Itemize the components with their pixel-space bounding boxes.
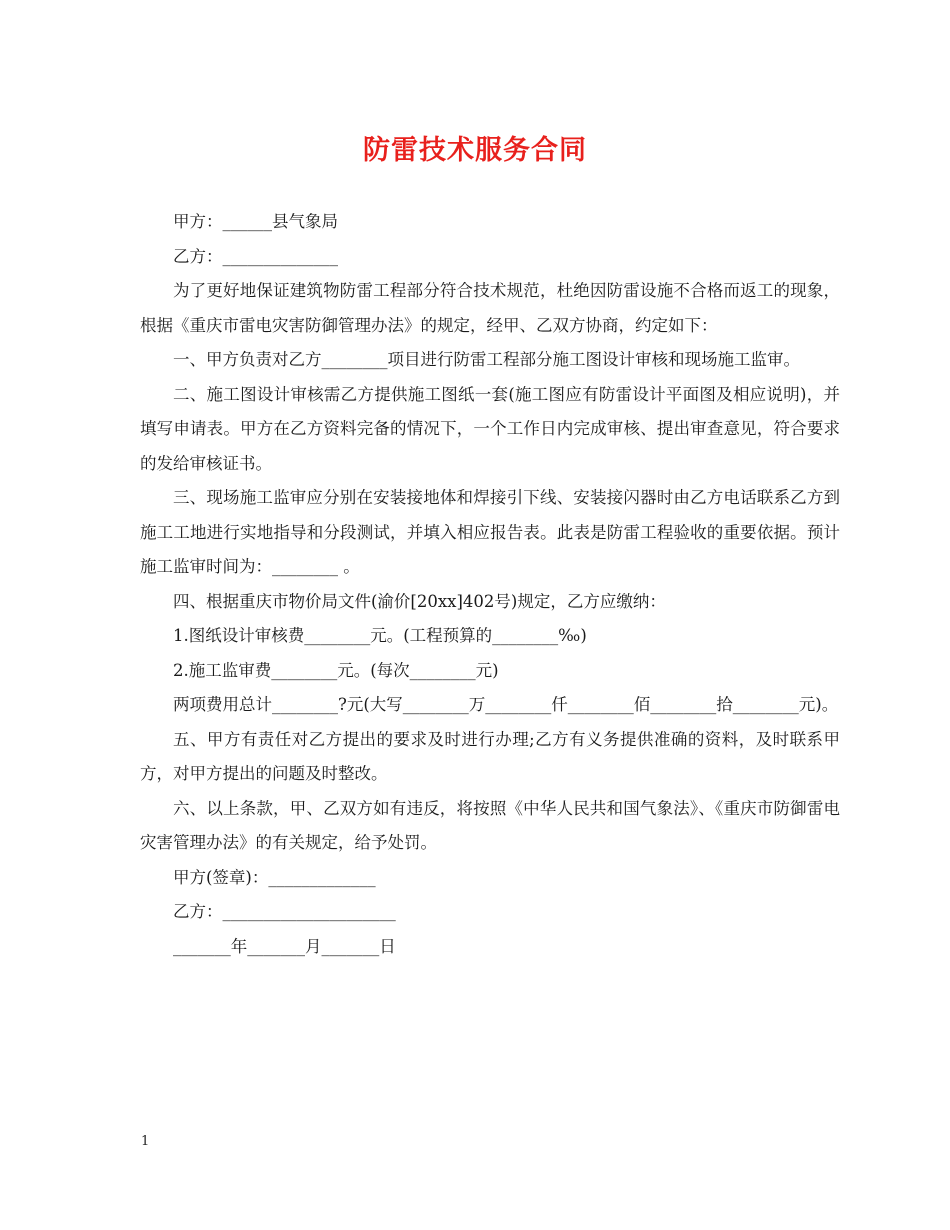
clause-6: 六、以上条款，甲、乙双方如有违反，将按照《中华人民共和国气象法》、《重庆市防御雷电灾害管理办法》的有关规定，给予处罚。 [140, 798, 840, 852]
fee-total: 两项费用总计________?元(大写________万________仟________佰________拾________元)。 [173, 695, 839, 714]
document-title: 防雷技术服务合同 [363, 135, 587, 166]
clause-2: 二、施工图设计审核需乙方提供施工图纸一套(施工图应有防雷设计平面图及相应说明)，并填写申请表。甲方在乙方资料完备的情况下，一个工作日内完成审核、提出审查意见，符合要求的发给审核证书。 [140, 384, 840, 473]
page-number: 1 [141, 1134, 150, 1149]
clause-5: 五、甲方有责任对乙方提出的要求及时进行办理;乙方有义务提供准确的资料，及时联系甲方，对甲方提出的问题及时整改。 [140, 729, 840, 783]
clause-3: 三、现场施工监审应分别在安装接地体和焊接引下线、安装接闪器时由乙方电话联系乙方到施工工地进行实地指导和分段测试，并填入相应报告表。此表是防雷工程验收的重要依据。预计施工监审时间为：________ 。 [140, 488, 840, 576]
fee-item-1: 1.图纸设计审核费________元。(工程预算的________‰) [173, 626, 587, 645]
date-line: _______年_______月_______日 [173, 936, 396, 956]
clause-4: 四、根据重庆市物价局文件(渝价[20xx]402号)规定，乙方应缴纳： [173, 591, 666, 611]
party-b-signature-line: 乙方：_____________________ [173, 902, 396, 921]
fee-item-2: 2.施工监审费________元。(每次________元) [173, 660, 499, 680]
party-a-signature-line: 甲方(签章)：_____________ [173, 867, 376, 887]
party-b-line: 乙方：______________ [173, 246, 338, 266]
party-a-line: 甲方：______县气象局 [173, 212, 338, 231]
document-body [140, 205, 840, 964]
preamble-paragraph: 为了更好地保证建筑物防雷工程部分符合技术规范，杜绝因防雷设施不合格而返工的现象，根据《重庆市雷电灾害防御管理办法》的规定，经甲、乙双方协商，约定如下： [140, 281, 840, 335]
clause-1: 一、甲方负责对乙方________项目进行防雷工程部分施工图设计审核和现场施工监审。 [173, 350, 800, 369]
